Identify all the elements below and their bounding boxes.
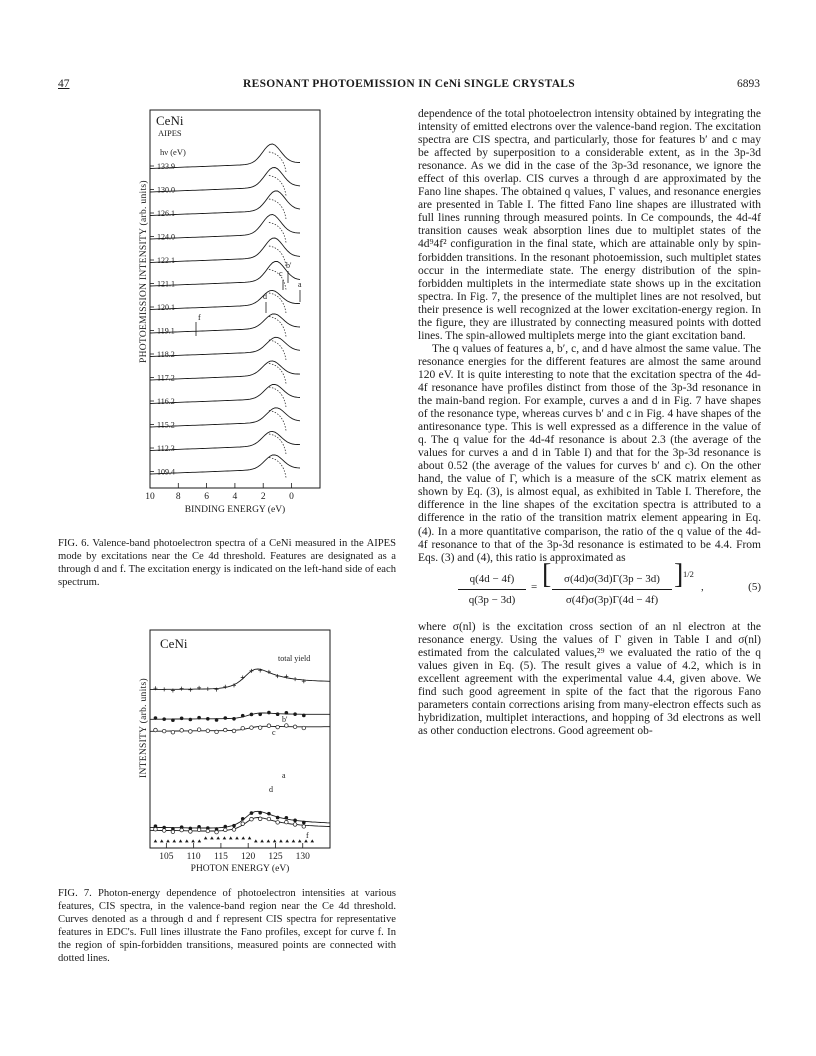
fig7-title: CeNi [160,636,188,651]
fig6-feature-f: f [198,313,201,322]
fig7-data-point [267,724,271,728]
page-number-left: 47 [58,78,70,90]
fig7-data-point-f [285,839,289,842]
fig7-data-point [302,726,306,730]
paragraph: dependence of the total photoelectron intensity obtained by integrating the intensity of emitted electrons over the valence-band region. The excitation spectra are CIS spectra, and particularly, those for features b′ and c may be affected by superposition to a considerable extent, as in the 3p-3d resonance. As we did in the case of the 3p-3d resonance, we ignore the effect of this overlap. CIS curves a through d are approximated by the Fano line shapes. The obtained q values, Γ values, and resonance energies are presented in Table I. The fitted Fano line shapes are illustrated with full lines running through measured points. In Ce compounds, the 4d-4f transition causes weak absorption lines due to multiplet states of the 4d⁹4f² configuration in the final state, which are attainable only by spin-forbidden transitions. In the resonant photoemission, such multiplet states occur in the intermediate state. The energy distribution of the spin-forbidden multiplets in the intermediate state shows up in the excitation spectra. In Fig. 7, the presence of the multiplet lines are not resolved, but their presence is well recognized at the lower excitation-energy region. In the figure, they are illustrated by connecting measured points with dotted lines. The spin-allowed multiplets merge into the giant excitation band. [418,108,761,342]
fig6-feature-b-prime: b' [286,261,292,270]
fig7-data-point [180,828,184,832]
eq-exponent: 1/2 [683,568,694,579]
fig7-ylabel: INTENSITY (arb. units) [139,678,149,778]
fig6-energy-label: 112.3 [157,444,175,453]
fig7-data-point [293,677,297,681]
fig6-energy-label: 109.4 [157,467,175,477]
fig6-feature-c: c [279,269,283,278]
fig6-xlabel: BINDING ENERGY (eV) [184,505,286,515]
fig7-data-point [189,718,193,722]
fig6-xtick-label: 10 [145,492,155,502]
fig7-data-point [285,724,289,728]
fig7-data-point-f [267,839,271,842]
running-header [58,78,760,94]
fig7-data-point [162,687,166,691]
fig7-data-point [267,711,271,715]
fig7-curve-d [150,818,330,832]
figure-6-caption: FIG. 6. Valence-band photoelectron spectra of a CeNi measured in the AIPES mode by excitations near the Ce 4d threshold. Features are designated as a through d and f. The excitation energy is indicated on the left-hand side of each spectrum. [58,538,396,588]
fig7-xtick-label: 130 [295,852,310,862]
fig7-data-point-f [223,836,227,839]
fig6-energy-label: 122.1 [157,256,175,265]
fig6-xtick-label: 6 [204,492,209,502]
fig7-data-point [285,711,289,715]
fig6-energy-label: 118.2 [157,350,175,359]
fig6-feature-a: a [298,280,302,289]
fig6-energy-label: 120.1 [157,303,175,312]
figure-6-plot [130,108,340,528]
figure-7 [136,628,336,878]
fig6-energy-label: 124.0 [157,232,175,242]
fig7-data-point [241,676,245,680]
fig7-data-point [206,717,210,721]
fig7-data-point [162,717,166,721]
fig7-data-point [223,685,227,689]
fig6-mode: AIPES [158,128,182,138]
fig7-data-point [171,730,175,734]
fig7-curve-total-yield [150,669,330,689]
fig7-data-point [189,730,193,734]
fig7-data-point [258,817,262,821]
fig7-data-point-f [191,839,195,842]
fig7-data-point [232,717,236,721]
fig7-data-point [302,714,306,718]
fig7-data-point [302,821,306,825]
fig6-energy-label: 116.2 [157,397,175,406]
fig7-data-point-f [260,839,264,842]
fig7-data-point-f [210,836,214,839]
fig7-xtick-label: 115 [213,852,228,862]
fig7-data-point [285,816,289,820]
eq-rhs-numerator: σ(4d)σ(3d)Γ(3p − 3d) [552,572,672,590]
fig7-data-point-f [248,836,252,839]
fig7-data-point [206,729,210,733]
fig7-data-point [267,817,271,821]
fig7-data-point [258,712,262,716]
fig6-energy-label: 119.1 [157,326,175,336]
fig7-data-point [258,811,262,815]
fig7-label-c: c [272,728,276,737]
fig7-data-point [241,714,245,718]
eq-number: (5) [748,580,761,593]
fig7-data-point-f [273,839,277,842]
fig7-data-point-f [279,839,283,842]
figure-7-plot [136,628,336,878]
fig7-data-point [188,688,192,692]
fig6-hv-heading: hν (eV) [160,147,186,157]
fig7-label-f: f [306,831,309,840]
fig7-label-b-prime: b' [282,715,288,724]
fig7-data-point [154,716,158,720]
fig6-xtick-label: 0 [289,492,294,502]
fig7-data-point [206,687,210,691]
fig7-data-point-f [172,839,176,842]
paragraph: where σ(nl) is the excitation cross section of an nl electron at the resonance energy. Using the values of Γ given in Table I and σ(nl) estimated from the calculated values,²⁹ we evaluated the ratio of the q values given in Eq. (5). The result gives a value of 4.2, which is in excellent agreement with the experimental value 4.4, given above. We find such good agreement in spite of the fact that the rigorous Fano parameters contain corrections arising from many-electron effects such as hybridization, multiplet interactions, and hopping of 3d electrons as well as other conduction electrons. Good agreement ob- [418,620,761,738]
fig7-data-point [276,725,280,729]
fig6-xtick-label: 4 [232,492,238,502]
fig7-data-point [293,819,297,823]
fig7-data-point [154,827,158,831]
fig7-xlabel: PHOTON ENERGY (eV) [190,864,290,874]
fig7-data-point [250,726,254,730]
equation-5: $\frac{q(4d - 4f)}{q(3p - 3d)}$ = [ $\frac{\sigma(4d)\sigma(3d)\Gamma(3p - 3d)}{\sigma(4f)\sigma(3p)\Gamma(4d - 4f)}$ ] 1/2 , (5) [418,572,761,612]
paragraph: The q values of features a, b′, c, and d have almost the same value. The resonance energies for the different features are almost the same around 120 eV. It is quite interesting to note that the excitation spectra of the 4d-4f resonance have profiles distinct from those of the 3p-3d resonance in the main-band region. For example, curves a and d in Fig. 7 have shapes of the resonance type, whereas curves b′ and c in Fig. 4 have shapes of the antiresonance type. This is well expressed as a difference in the value of q. The q value for the 4d-4f resonance is about 2.3 (the average of the values for curves a and d in Table I) and that for the 3p-3d resonance is about 0.52 (the average of the values for curves b′ and c). On the other hand, the value of Γ, which is a measure of the sCK matrix element as shown by Eq. (3), is almost equal, as exhibited in Table I. Therefore, the difference in the line shapes of the excitation spectra is attributed to a difference in the ratio of the transition matrix element appearing in Eq. (4). In a more quantitative comparison, the ratio of the q value of the 4d-4f resonance to that of the 3p-3d resonance is estimated to be 4.4. From Eqs. (3) and (4), this ratio is approximated as [418,342,761,564]
fig6-feature-d: d [263,292,267,301]
fig7-label-d: d [269,785,273,794]
eq-lhs-denominator: q(3p − 3d) [468,593,516,606]
page-number-right: 6893 [737,78,760,90]
fig7-data-point-f [254,839,258,842]
eq-rhs-denominator: σ(4f)σ(3p)Γ(4d − 4f) [565,593,659,606]
eq-lhs [458,572,526,608]
fig7-data-point [241,817,245,821]
fig6-ylabel: PHOTOEMISSION INTENSITY (arb. units) [139,180,149,363]
fig7-data-point [197,716,201,720]
fig7-data-point [267,812,271,816]
fig7-xtick-label: 105 [159,852,174,862]
fig7-data-point [250,817,254,821]
fig7-xtick-label: 120 [241,852,256,862]
fig7-data-point-f [166,839,170,842]
fig6-energy-label: 126.1 [157,209,175,218]
fig7-data-point [241,726,245,730]
fig7-data-point-f [204,836,208,839]
fig7-data-point [250,713,254,717]
fig7-data-point [171,830,175,834]
fig7-data-point [180,729,184,733]
fig7-data-point-f [160,839,164,842]
fig7-data-point [250,811,254,815]
fig7-data-point [180,717,184,721]
fig7-data-point [232,828,236,832]
eq-lhs-numerator: q(4d − 4f) [458,572,526,590]
fig6-energy-label: 133.9 [157,162,175,171]
figure-7-caption: FIG. 7. Photon-energy dependence of photoelectron intensities at various features, CIS spectra, in the valence-band region near the Ce 4d threshold. Curves denoted as a through d and f represent CIS spectra for representative features in EDC's. Full lines illustrate the Fano profiles, except for curve f. In the region of spin-forbidden transitions, measured points are connected with dotted lines. [58,888,396,964]
fig7-data-point-f [292,839,296,842]
figure-6 [130,108,340,528]
body-text-column [418,108,761,738]
fig7-data-point-f [198,839,202,842]
fig7-data-point [223,716,227,720]
fig6-xtick-label: 2 [260,492,266,502]
fig7-data-point-f [235,836,239,839]
fig7-data-point [241,822,245,826]
fig7-data-point-f [310,839,314,842]
fig7-data-point [293,823,297,827]
fig7-data-point [197,728,201,732]
fig7-data-point [162,729,166,733]
fig6-energy-label: 130.0 [157,185,175,195]
eq-rhs [552,572,672,608]
fig7-data-point [276,821,280,825]
fig6-title: CeNi [156,113,184,128]
fig6-energy-label: 115.2 [157,420,175,430]
fig7-data-point [232,729,236,733]
fig7-data-point [215,830,219,834]
fig7-data-point-f [216,836,220,839]
fig7-data-point [232,824,236,828]
fig7-data-point-f [179,839,183,842]
fig7-data-point [162,829,166,833]
fig7-data-point-f [298,839,302,842]
fig7-data-point-f [154,839,158,842]
fig7-data-point [276,712,280,716]
fig7-label-a: a [282,771,286,780]
fig7-data-point [180,687,184,691]
fig7-data-point [285,820,289,824]
fig7-data-point [189,830,193,834]
fig7-data-point [171,718,175,722]
fig7-label-total-yield: total yield [278,654,311,663]
fig7-data-point [206,829,210,833]
fig7-data-point-f [229,836,233,839]
fig7-xtick-label: 110 [186,852,201,862]
fig7-data-point [258,726,262,730]
fig7-data-point-f [185,839,189,842]
fig7-data-point [223,828,227,832]
fig7-data-point [215,718,219,722]
fig6-energy-label: 117.2 [157,373,175,383]
fig7-data-point [293,712,297,716]
running-title: RESONANT PHOTOEMISSION IN CeNi SINGLE CRYSTALS [243,78,575,90]
fig7-data-point [223,728,227,732]
fig6-xtick-label: 8 [175,492,181,502]
fig7-data-point [215,730,219,734]
fig7-data-point [197,828,201,832]
fig7-data-point [276,816,280,820]
fig7-data-point-f [241,836,245,839]
fig7-data-point [302,825,306,829]
fig7-data-point [154,728,158,732]
fig7-xtick-label: 125 [268,852,283,862]
fig7-data-point [293,725,297,729]
fig6-energy-label: 121.1 [157,279,175,289]
